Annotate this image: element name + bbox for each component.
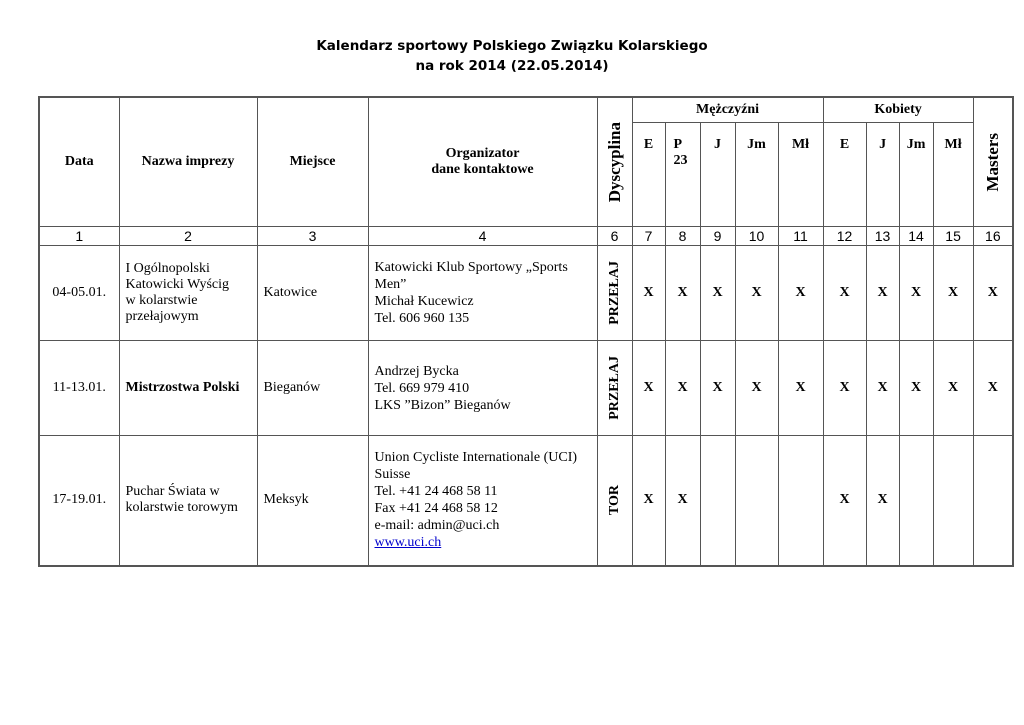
mark-m-jm [735, 436, 778, 566]
mark-m-ml: X [778, 246, 823, 341]
header-m-p23-line2: 23 [673, 153, 688, 168]
event-date: 17-19.01. [39, 436, 119, 566]
mark-m-e: X [632, 436, 665, 566]
event-discipline [597, 341, 632, 436]
col-number: 1 [39, 227, 119, 246]
event-name [119, 341, 257, 436]
mark-k-ml: X [933, 246, 973, 341]
mark-m-ml [778, 436, 823, 566]
organizer-line: Katowicki Klub Sportowy „Sports [374, 260, 568, 275]
event-name-line: w kolarstwie [125, 293, 198, 308]
table-row [39, 341, 1013, 436]
header-organizator-line2: dane kontaktowe [431, 162, 534, 177]
organizer-line: Tel. 606 960 135 [374, 311, 470, 326]
header-kobiety: Kobiety [823, 97, 973, 123]
col-number: 2 [119, 227, 257, 246]
header-masters [973, 97, 1013, 227]
mark-k-ml: X [933, 341, 973, 436]
mark-m-j: X [700, 341, 735, 436]
mark-m-j [700, 436, 735, 566]
header-m-j: J [700, 123, 735, 227]
event-place: Katowice [257, 246, 368, 341]
event-name-line: Puchar Świata w [125, 484, 220, 500]
col-number: 9 [700, 227, 735, 246]
event-name-line: przełajowym [125, 309, 199, 324]
col-number: 15 [933, 227, 973, 246]
organizer-website-link[interactable]: www.uci.ch [374, 535, 442, 551]
header-nazwa-imprezy: Nazwa imprezy [119, 97, 257, 227]
mark-k-j: X [866, 246, 899, 341]
column-number-row [39, 227, 1013, 246]
organizer-line: LKS ”Bizon” Bieganów [374, 397, 511, 413]
col-number: 10 [735, 227, 778, 246]
header-m-p23-line1: P [673, 137, 683, 152]
discipline-label: PRZEŁAJ [606, 261, 622, 325]
mark-m-jm: X [735, 341, 778, 436]
col-number: 13 [866, 227, 899, 246]
col-number: 7 [632, 227, 665, 246]
event-name-line: kolarstwie torowym [125, 500, 238, 516]
mark-m-ml: X [778, 341, 823, 436]
mark-k-e: X [823, 341, 866, 436]
mark-m-p23: X [665, 436, 700, 566]
header-k-jm: Jm [899, 123, 933, 227]
mark-k-jm: X [899, 246, 933, 341]
header-dyscyplina-label: Dyscyplina [604, 121, 624, 203]
mark-k-j: X [866, 341, 899, 436]
event-place: Meksyk [257, 436, 368, 566]
col-number: 8 [665, 227, 700, 246]
event-organizer [368, 436, 597, 566]
event-name-line: Katowicki Wyścig [125, 277, 229, 292]
mark-m-j: X [700, 246, 735, 341]
col-number: 12 [823, 227, 866, 246]
mark-m-jm: X [735, 246, 778, 341]
event-date: 04-05.01. [39, 246, 119, 341]
mark-masters: X [973, 341, 1013, 436]
organizer-line: Suisse [374, 467, 411, 483]
table-row [39, 246, 1013, 341]
organizer-line: Men” [374, 277, 407, 292]
title-line-2: na rok 2014 (22.05.2014) [415, 58, 609, 74]
event-name [119, 246, 257, 341]
header-dyscyplina [597, 97, 632, 227]
col-number: 4 [368, 227, 597, 246]
col-number: 6 [597, 227, 632, 246]
header-k-ml: Mł [933, 123, 973, 227]
event-discipline [597, 436, 632, 566]
event-place: Bieganów [257, 341, 368, 436]
event-name-line: Mistrzostwa Polski [125, 380, 240, 395]
header-organizator-line1: Organizator [445, 146, 520, 161]
mark-m-e: X [632, 341, 665, 436]
mark-k-j: X [866, 436, 899, 566]
event-name-line: I Ogólnopolski [125, 261, 210, 276]
mark-m-p23: X [665, 246, 700, 341]
col-number: 14 [899, 227, 933, 246]
header-m-e: E [632, 123, 665, 227]
col-number: 11 [778, 227, 823, 246]
event-date: 11-13.01. [39, 341, 119, 436]
organizer-line: Tel. +41 24 468 58 11 [374, 484, 498, 500]
header-m-jm: Jm [735, 123, 778, 227]
header-organizator [368, 97, 597, 227]
organizer-line: Michał Kucewicz [374, 294, 474, 309]
mark-k-jm: X [899, 341, 933, 436]
table-row [39, 436, 1013, 566]
header-masters-label: Masters [982, 132, 1002, 192]
document-title [0, 36, 1024, 76]
mark-k-e: X [823, 246, 866, 341]
header-m-p23 [665, 123, 700, 227]
calendar-table [38, 96, 1014, 567]
organizer-line: Union Cycliste Internationale (UCI) [374, 450, 578, 466]
organizer-line: Tel. 669 979 410 [374, 380, 470, 396]
event-name [119, 436, 257, 566]
discipline-label: TOR [606, 485, 622, 516]
mark-masters: X [973, 246, 1013, 341]
mark-k-ml [933, 436, 973, 566]
header-data: Data [39, 97, 119, 227]
mark-k-e: X [823, 436, 866, 566]
header-miejsce: Miejsce [257, 97, 368, 227]
mark-masters [973, 436, 1013, 566]
header-k-e: E [823, 123, 866, 227]
event-discipline [597, 246, 632, 341]
col-number: 3 [257, 227, 368, 246]
title-line-1: Kalendarz sportowy Polskiego Związku Kolarskiego [316, 38, 708, 54]
header-m-ml: Mł [778, 123, 823, 227]
mark-k-jm [899, 436, 933, 566]
col-number: 16 [973, 227, 1013, 246]
discipline-label: PRZEŁAJ [606, 356, 622, 420]
mark-m-p23: X [665, 341, 700, 436]
organizer-line: Fax +41 24 468 58 12 [374, 501, 498, 517]
organizer-line: Andrzej Bycka [374, 363, 459, 379]
header-mezczyzni: Mężczyźni [632, 97, 823, 123]
event-organizer [368, 341, 597, 436]
mark-m-e: X [632, 246, 665, 341]
organizer-line: e-mail: admin@uci.ch [374, 518, 500, 534]
header-k-j: J [866, 123, 899, 227]
event-organizer [368, 246, 597, 341]
